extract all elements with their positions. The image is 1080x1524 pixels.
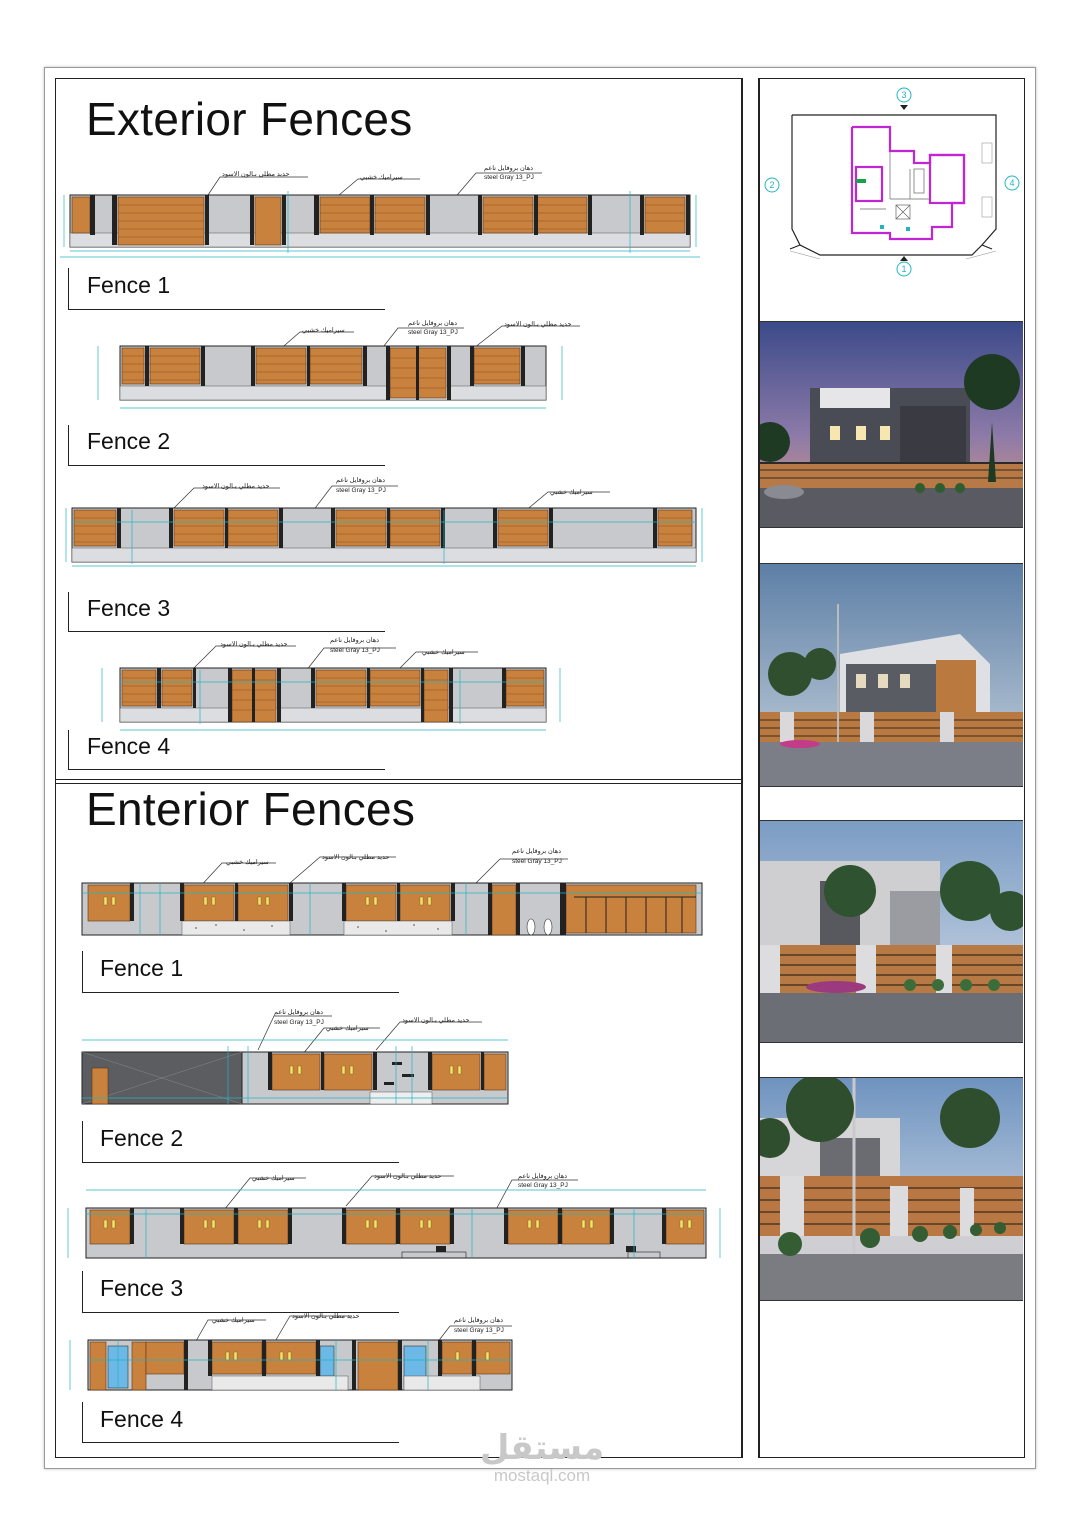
render-image-day-1 [760, 563, 1023, 787]
annotation-ceramic: سيراميك خشبي [252, 1175, 295, 1182]
annotation-steel: steel Gray 13_PJ [274, 1019, 324, 1026]
annotation-steel: steel Gray 13_PJ [512, 858, 562, 865]
label-bracket [82, 1121, 83, 1162]
interior-fence-4-label: Fence 4 [100, 1406, 184, 1432]
annotation-steel: steel Gray 13_PJ [454, 1327, 504, 1334]
label-bracket [68, 268, 69, 309]
plan-marker-3: 3 [901, 90, 907, 100]
label-underline [68, 309, 385, 310]
label-bracket [68, 425, 69, 465]
interior-fence-4-elevation [62, 1310, 522, 1396]
annotation-paint: دهان بروفايل ناعم [454, 1317, 504, 1324]
plan-marker-4: 4 [1009, 178, 1015, 188]
annotation-steel: steel Gray 13_PJ [336, 487, 386, 494]
annotation-steel: steel Gray 13_PJ [484, 174, 534, 181]
exterior-fence-4-elevation [96, 634, 576, 740]
plan-marker-1: 1 [901, 264, 907, 274]
annotation-iron: حديد مطلي بـالون الاسود [292, 1313, 360, 1320]
annotation-iron: حديد مطلي بـالون الاسود [374, 1173, 442, 1180]
interior-fence-1-label: Fence 1 [100, 955, 184, 981]
annotation-iron: حديد مطلي بـالون الاسود [202, 483, 270, 490]
site-plan [760, 79, 1023, 319]
annotation-paint: دهان بروفايل ناعم [484, 165, 534, 172]
render-image-day-3 [760, 1077, 1023, 1301]
vertical-divider [741, 78, 759, 1458]
annotation-ceramic: سيراميك خشبي [326, 1025, 369, 1032]
annotation-steel: steel Gray 13_PJ [330, 647, 380, 654]
annotation-ceramic: سيراميك خشبي [226, 859, 269, 866]
annotation-ceramic: سيراميك خشبي [302, 327, 345, 334]
label-bracket [68, 730, 69, 769]
interior-fences-title: Enterior Fences [86, 783, 416, 835]
label-bracket [82, 1271, 83, 1312]
annotation-paint: دهان بروفايل ناعم [336, 477, 386, 484]
annotation-iron: حديد مطلي بـالون الاسود [402, 1017, 470, 1024]
annotation-iron: حديد مطلي بـالون الاسود [504, 321, 572, 328]
annotation-iron: حديد مطلي بـالون الاسود [322, 854, 390, 861]
interior-fence-1-elevation [76, 845, 708, 941]
label-bracket [82, 951, 83, 992]
exterior-fences-title: Exterior Fences [86, 93, 413, 145]
render-image-day-2 [760, 820, 1023, 1043]
annotation-iron: حديد مطلي بـالون الاسود [220, 641, 288, 648]
annotation-paint: دهان بروفايل ناعم [274, 1009, 324, 1016]
annotation-steel: steel Gray 13_PJ [408, 329, 458, 336]
annotation-paint: دهان بروفايل ناعم [408, 320, 458, 327]
exterior-fence-1-elevation [60, 165, 710, 270]
watermark-latin: mostaql.com [493, 1466, 591, 1485]
watermark-arabic: مستقل [479, 1428, 605, 1468]
plan-marker-2: 2 [769, 180, 775, 190]
label-underline [68, 631, 385, 632]
exterior-fence-2-label: Fence 2 [87, 428, 171, 454]
interior-fence-2-label: Fence 2 [100, 1125, 184, 1151]
render-image-dusk [760, 321, 1023, 528]
label-bracket [82, 1402, 83, 1442]
label-underline [82, 1162, 399, 1163]
label-underline [82, 992, 399, 993]
annotation-paint: دهان بروفايل ناعم [518, 1173, 568, 1180]
interior-fence-3-elevation [62, 1168, 724, 1264]
annotation-steel: steel Gray 13_PJ [518, 1182, 568, 1189]
annotation-ceramic: سيراميك خشبي [422, 649, 465, 656]
label-underline [68, 769, 385, 770]
label-bracket [68, 592, 69, 631]
interior-fence-3-label: Fence 3 [100, 1275, 184, 1301]
interior-fence-2-elevation [62, 1006, 520, 1110]
exterior-fence-3-label: Fence 3 [87, 595, 171, 621]
annotation-paint: دهان بروفايل ناعم [330, 637, 380, 644]
exterior-fence-2-elevation [90, 318, 580, 418]
label-underline [68, 465, 385, 466]
annotation-iron: حديد مطلي بـالون الاسود [222, 171, 290, 178]
annotation-paint: دهان بروفايل ناعم [512, 848, 562, 855]
exterior-fence-3-elevation [62, 474, 712, 574]
label-underline [82, 1442, 399, 1443]
annotation-ceramic: سيراميك خشبي [212, 1317, 255, 1324]
annotation-ceramic: سيراميك خشبي [360, 174, 403, 181]
exterior-fence-1-label: Fence 1 [87, 272, 171, 298]
annotation-ceramic: سيراميك خشبي [550, 489, 593, 496]
watermark [472, 1430, 612, 1486]
exterior-fence-4-label: Fence 4 [87, 733, 171, 759]
